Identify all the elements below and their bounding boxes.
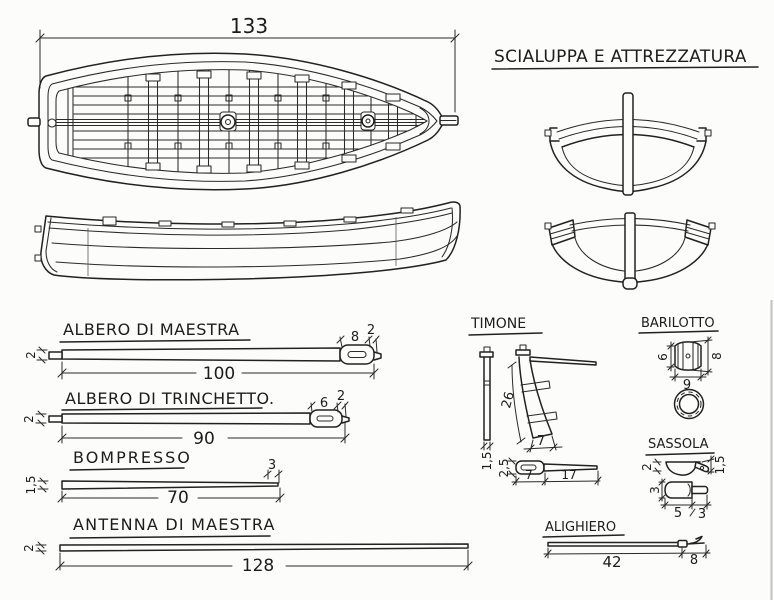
- barrel-length-value: 9: [682, 378, 692, 393]
- label-underline: [60, 340, 250, 342]
- tiller-detail: [497, 458, 601, 485]
- alighiero-drawing: [543, 520, 710, 571]
- bowl-length-value: 5: [673, 506, 683, 521]
- head-width-value: 6: [319, 396, 329, 411]
- dim-diameter: [22, 411, 46, 426]
- dim-plan-width: [648, 479, 665, 501]
- label-underline: [62, 408, 262, 410]
- length-value: 128: [241, 556, 275, 576]
- stern-pin: [28, 118, 40, 126]
- diameter-value: 1,5: [24, 475, 38, 495]
- middle-diameter-value: 8: [710, 352, 724, 360]
- dim-plan-lengths: [661, 495, 711, 522]
- spar-label: BOMPRESSO: [73, 448, 192, 467]
- label-underline: [543, 535, 624, 537]
- tiller-grip-value: 7: [525, 468, 533, 482]
- blade-length-value: 26: [499, 390, 518, 411]
- sassola-label: SASSOLA: [648, 437, 709, 452]
- mast-body: [62, 413, 310, 424]
- plan-width-value: 3: [648, 486, 662, 494]
- masthead-tip: [342, 416, 349, 423]
- page-title: SCIALUPPA E ATTREZZATURA: [494, 47, 747, 67]
- pole-length-value: 42: [602, 553, 622, 571]
- label-underline: [70, 468, 184, 470]
- spar-albero-di-maestra: [24, 320, 381, 384]
- bow-pin: [440, 116, 458, 125]
- blade-width-value: 7: [536, 434, 546, 449]
- spar-label: ALBERO DI TRINCHETTO.: [65, 389, 275, 408]
- barrel-end-view: [675, 390, 704, 419]
- dim-length: [58, 362, 378, 384]
- rudder-pin: [480, 347, 494, 471]
- cross-section-stern: [545, 213, 715, 289]
- barrel-side-view: [675, 342, 701, 370]
- alighiero-label: ALIGHIERO: [545, 520, 617, 535]
- dim-tip: [264, 458, 282, 483]
- side-height-value: 2: [640, 463, 654, 471]
- dim-diameter: [24, 347, 47, 363]
- mast-body: [62, 348, 340, 361]
- barilotto-drawing: [639, 316, 724, 419]
- length-value: 100: [202, 364, 236, 384]
- dim-end-diameter: [656, 342, 674, 371]
- sassola-drawing: [640, 437, 727, 522]
- spar-body: [60, 544, 468, 551]
- masthead-slot: [317, 416, 333, 421]
- tiller-height-value: 2,5: [497, 458, 511, 478]
- side-transom-inner: [46, 218, 57, 272]
- tip-width-value: 3: [267, 458, 277, 473]
- sassola-plan-view: [665, 482, 708, 498]
- dim-length: [58, 423, 349, 449]
- label-underline: [646, 453, 714, 455]
- pin-diameter-value: 1,5: [480, 451, 494, 471]
- tiller-shaft-value: 17: [561, 468, 577, 482]
- bow-section-keel-post: [623, 93, 633, 195]
- dim-pole-and-hook: [544, 545, 710, 571]
- side-view: [35, 202, 460, 280]
- cross-section-bow: [545, 93, 711, 195]
- title-block: [492, 47, 758, 69]
- title-underline: [492, 67, 758, 69]
- spar-label: ANTENNA DI MAESTRA: [73, 515, 276, 534]
- masthead-slot: [348, 352, 366, 358]
- label-underline: [469, 333, 542, 335]
- barilotto-label: BARILOTTO: [641, 316, 715, 331]
- mast-step-aft: [361, 112, 375, 130]
- label-underline: [70, 536, 270, 538]
- length-value: 90: [193, 429, 215, 449]
- end-diameter-value: 6: [656, 353, 670, 361]
- length-value: 70: [167, 488, 189, 508]
- dim-side-height: [640, 459, 661, 474]
- lip-height-value: 1,5: [713, 455, 727, 475]
- spar-bompresso: [24, 448, 284, 508]
- boathook-pole: [548, 537, 704, 548]
- dim-diameter: [24, 475, 48, 494]
- dim-diameter: [22, 542, 46, 554]
- stern-section-keel-post: [625, 213, 635, 283]
- dim-length: [56, 550, 472, 576]
- timone-label: TIMONE: [471, 316, 527, 332]
- plan-length-value: 133: [229, 14, 269, 38]
- rudder-blade: [516, 345, 596, 438]
- mast-step-fore: [220, 112, 236, 131]
- hook-length-value: 8: [689, 553, 699, 568]
- head-width-value: 8: [350, 330, 360, 345]
- timone-drawing: [469, 316, 601, 485]
- dim-length: [58, 488, 284, 508]
- dim-blade-width: [524, 434, 562, 452]
- handle-length-value: 3: [697, 507, 707, 522]
- side-pintle-tabs: [35, 226, 41, 261]
- masthead-tip: [374, 352, 381, 360]
- mast-heel-tenon: [49, 416, 62, 422]
- spar-label: ALBERO DI MAESTRA: [63, 320, 240, 339]
- stern-ring: [48, 119, 56, 127]
- spar-antenna-di-maestra: [22, 515, 472, 576]
- label-underline: [639, 331, 718, 333]
- head-tip-value: 2: [366, 323, 376, 338]
- head-tip-value: 2: [336, 389, 346, 404]
- spar-albero-di-trinchetto: [22, 389, 349, 449]
- sassola-side-view: [666, 462, 709, 475]
- plan-view: [28, 14, 459, 192]
- diameter-value: 2: [22, 544, 36, 552]
- mast-heel-tenon: [49, 352, 62, 359]
- stern-section-keel-foot: [623, 278, 637, 289]
- diameter-value: 2: [22, 415, 36, 423]
- diameter-value: 2: [24, 351, 38, 359]
